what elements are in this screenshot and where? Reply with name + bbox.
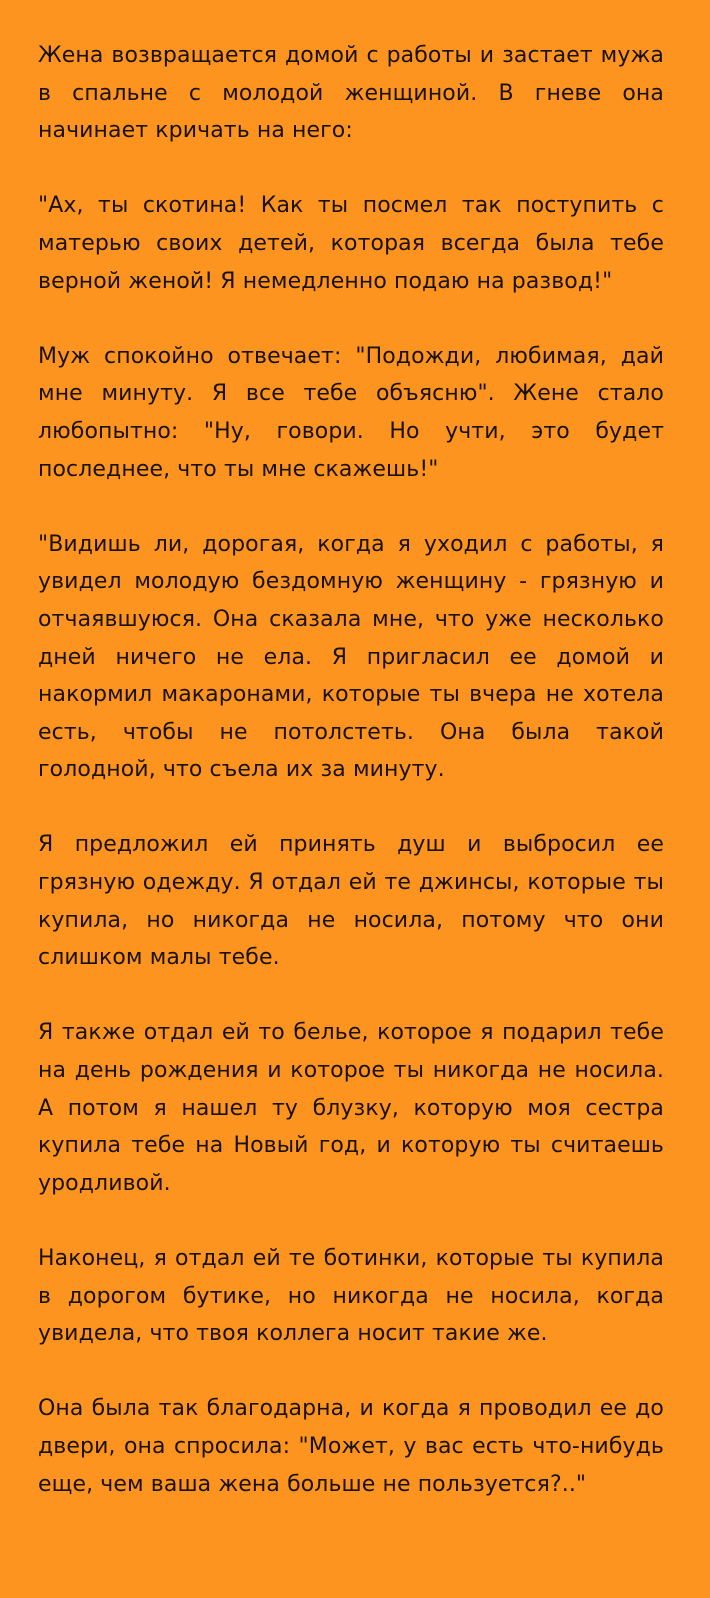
paragraph-intro: Жена возвращается домой с работы и застает мужа в спальне с молодой женщиной. В гневе она начинает кричать на него: [38, 43, 664, 144]
paragraph-boots: Наконец, я отдал ей те ботинки, которые ты купила в дорогом бутике, но никогда не носила, когда увидела, что твоя коллега носит такие же. [38, 1246, 664, 1347]
paragraph-punchline: Она была так благодарна, и когда я проводил ее до двери, она спросила: "Может, у вас есть что-нибудь еще, чем ваша жена больше не пользуется?.." [38, 1396, 664, 1497]
paragraph-husband-replies: Муж спокойно отвечает: "Подожди, любимая, дай мне минуту. Я все тебе объясню". Жене стало любопытно: "Ну, говори. Но учти, это будет последнее, что ты мне скажешь!" [38, 343, 664, 482]
joke-text [38, 37, 664, 1503]
paragraph-wife-shouts: "Ах, ты скотина! Как ты посмел так поступить с матерью своих детей, которая всегда была тебе верной женой! Я немедленно подаю на развод!" [38, 193, 664, 294]
paragraph-homeless-woman: "Видишь ли, дорогая, когда я уходил с работы, я увидел молодую бездомную женщину - грязную и отчаявшуюся. Она сказала мне, что уже несколько дней ничего не ела. Я пригласил ее домой и накормил макаронами, которые ты вчера не хотела есть, чтобы не потолстеть. Она была такой голодной, что съела их за минуту. [38, 531, 664, 783]
paragraph-shower-jeans: Я предложил ей принять душ и выбросил ее грязную одежду. Я отдал ей те джинсы, которые ты купила, но никогда не носила, потому что они слишком малы тебе. [38, 832, 664, 971]
paragraph-lingerie-blouse: Я также отдал ей то белье, которое я подарил тебе на день рождения и которое ты никогда не носила. А потом я нашел ту блузку, которую моя сестра купила тебе на Новый год, и которую ты считаешь уродливой. [38, 1020, 664, 1196]
